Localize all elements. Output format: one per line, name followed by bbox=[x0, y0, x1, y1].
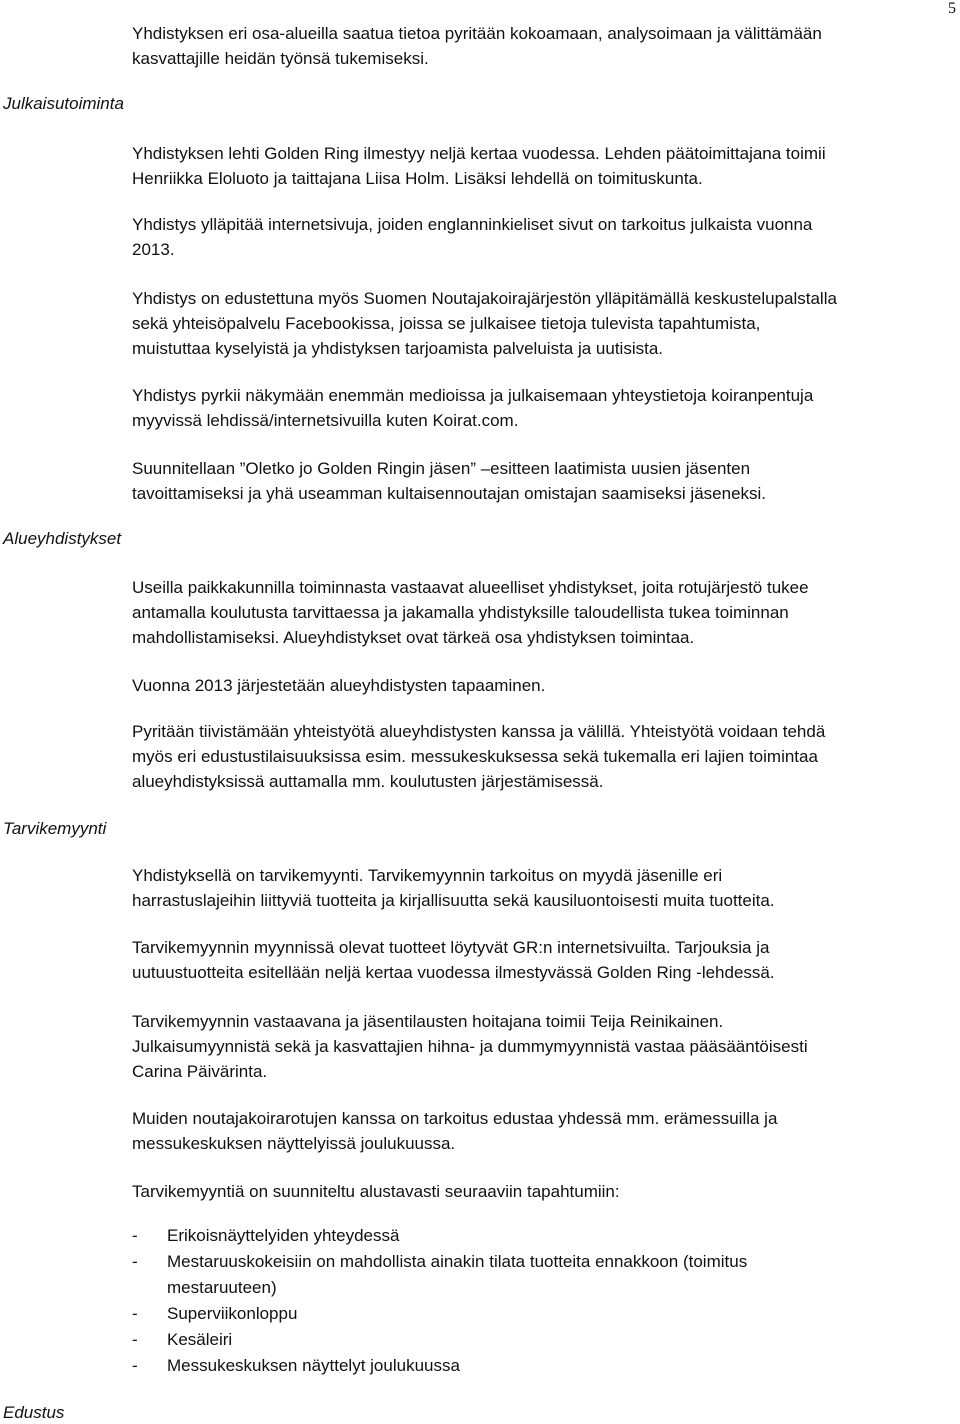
paragraph-line: Yhdistyksen eri osa-alueilla saatua tietoa pyritään kokoamaan, analysoimaan ja välittämään bbox=[132, 24, 822, 43]
paragraph-line: uutuustuotteita esitellään neljä kertaa vuodessa ilmestyvässä Golden Ring -lehdessä. bbox=[132, 963, 775, 982]
paragraph-line: mahdollistamiseksi. Alueyhdistykset ovat tärkeä osa yhdistyksen toimintaa. bbox=[132, 628, 695, 647]
paragraph-line: Henriikka Eloluoto ja taittajana Liisa Holm. Lisäksi lehdellä on toimituskunta. bbox=[132, 169, 703, 188]
paragraph-line: Tarvikemyynnin myynnissä olevat tuotteet löytyvät GR:n internetsivuilta. Tarjouksia ja bbox=[132, 938, 770, 957]
paragraph-line: Yhdistys pyrkii näkymään enemmän medioissa ja julkaisemaan yhteystietoja koiranpentuja bbox=[132, 386, 814, 405]
page-number: 5 bbox=[948, 0, 956, 17]
paragraph bbox=[132, 719, 956, 794]
list-item-text: mestaruuteen) bbox=[167, 1278, 277, 1297]
list-item bbox=[132, 1249, 747, 1301]
paragraph bbox=[132, 456, 956, 506]
list-item-text: Kesäleiri bbox=[167, 1330, 233, 1349]
list-bullet: - bbox=[132, 1356, 138, 1375]
list-bullet: - bbox=[132, 1330, 138, 1349]
paragraph-line: 2013. bbox=[132, 240, 175, 259]
paragraph-line: Yhdistyksellä on tarvikemyynti. Tarvikemyynnin tarkoitus on myydä jäsenille eri bbox=[132, 866, 723, 885]
paragraph bbox=[132, 863, 956, 913]
paragraph-line: myös eri edustustilaisuuksissa esim. messukeskuksessa sekä tukemalla eri lajien toimintaa bbox=[132, 747, 818, 766]
paragraph-line: Tarvikemyyntiä on suunniteltu alustavasti seuraaviin tapahtumiin: bbox=[132, 1182, 620, 1201]
paragraph-line: tavoittamiseksi ja yhä useamman kultaisennoutajan omistajan saamiseksi jäseneksi. bbox=[132, 484, 767, 503]
paragraph-line: harrastuslajeihin liittyviä tuotteita ja kirjallisuutta sekä kausiluontoisesti muita tuotteita. bbox=[132, 891, 775, 910]
paragraph bbox=[132, 141, 956, 191]
paragraph bbox=[132, 286, 956, 361]
list-item bbox=[132, 1327, 747, 1353]
paragraph-line: messukeskuksen näyttelyissä joulukuussa. bbox=[132, 1134, 456, 1153]
list-item-text: Messukeskuksen näyttelyt joulukuussa bbox=[167, 1356, 460, 1375]
side-heading-alueyhdistykset: Alueyhdistykset bbox=[3, 529, 122, 548]
paragraph bbox=[132, 383, 956, 433]
paragraph-line: myyvissä lehdissä/internetsivuilla kuten Koirat.com. bbox=[132, 411, 519, 430]
paragraph-line: Muiden noutajakoirarotujen kanssa on tarkoitus edustaa yhdessä mm. erämessuilla ja bbox=[132, 1109, 778, 1128]
paragraph-line: Yhdistys on edustettuna myös Suomen Noutajakoirajärjestön ylläpitämällä keskustelupalstalla bbox=[132, 289, 837, 308]
list-item bbox=[132, 1223, 747, 1249]
paragraph bbox=[132, 575, 956, 650]
list-bullet: - bbox=[132, 1226, 138, 1245]
paragraph bbox=[132, 212, 956, 262]
paragraph-line: muistuttaa kyselyistä ja yhdistyksen tarjoamista palveluista ja uutisista. bbox=[132, 339, 664, 358]
list-item bbox=[132, 1353, 747, 1379]
list-item-text: Superviikonloppu bbox=[167, 1304, 298, 1323]
list-bullet: - bbox=[132, 1252, 138, 1271]
paragraph-line: Useilla paikkakunnilla toiminnasta vastaavat alueelliset yhdistykset, joita rotujärjestö tukee bbox=[132, 578, 809, 597]
paragraph-line: sekä yhteisöpalvelu Facebookissa, joissa se julkaisee tietoja tulevista tapahtumista, bbox=[132, 314, 761, 333]
event-list bbox=[132, 1223, 747, 1379]
paragraph-line: Tarvikemyynnin vastaavana ja jäsentilausten hoitajana toimii Teija Reinikainen. bbox=[132, 1012, 724, 1031]
paragraph bbox=[132, 1179, 956, 1204]
side-heading-edustus: Edustus bbox=[3, 1403, 65, 1422]
paragraph-line: Yhdistyksen lehti Golden Ring ilmestyy neljä kertaa vuodessa. Lehden päätoimittajana toimii bbox=[132, 144, 826, 163]
list-bullet: - bbox=[132, 1304, 138, 1323]
paragraph-line: kasvattajille heidän työnsä tukemiseksi. bbox=[132, 49, 429, 68]
paragraph bbox=[132, 1106, 956, 1156]
list-item-text: Erikoisnäyttelyiden yhteydessä bbox=[167, 1226, 400, 1245]
list-item-text: Mestaruuskokeisiin on mahdollista ainakin tilata tuotteita ennakkoon (toimitus bbox=[167, 1252, 748, 1271]
paragraph-line: Suunnitellaan ”Oletko jo Golden Ringin jäsen” –esitteen laatimista uusien jäsenten bbox=[132, 459, 751, 478]
paragraph-line: antamalla koulutusta tarvittaessa ja jakamalla yhdistyksille taloudellista tukea toiminnan bbox=[132, 603, 789, 622]
paragraph-line: alueyhdistyksissä auttamalla mm. koulutusten järjestämisessä. bbox=[132, 772, 604, 791]
paragraph bbox=[132, 21, 956, 71]
paragraph bbox=[132, 673, 956, 698]
paragraph bbox=[132, 935, 956, 985]
list-item bbox=[132, 1301, 747, 1327]
side-heading-julkaisutoiminta: Julkaisutoiminta bbox=[3, 94, 124, 113]
paragraph bbox=[132, 1009, 956, 1084]
paragraph-line: Yhdistys ylläpitää internetsivuja, joiden englanninkieliset sivut on tarkoitus julkaista vuonna bbox=[132, 215, 813, 234]
paragraph-line: Pyritään tiivistämään yhteistyötä alueyhdistysten kanssa ja välillä. Yhteistyötä voidaan tehdä bbox=[132, 722, 826, 741]
paragraph-line: Carina Päivärinta. bbox=[132, 1062, 268, 1081]
paragraph-line: Julkaisumyynnistä sekä ja kasvattajien hihna- ja dummymyynnistä vastaa pääsääntöisesti bbox=[132, 1037, 808, 1056]
paragraph-line: Vuonna 2013 järjestetään alueyhdistysten tapaaminen. bbox=[132, 676, 546, 695]
side-heading-tarvikemyynti: Tarvikemyynti bbox=[3, 819, 107, 838]
